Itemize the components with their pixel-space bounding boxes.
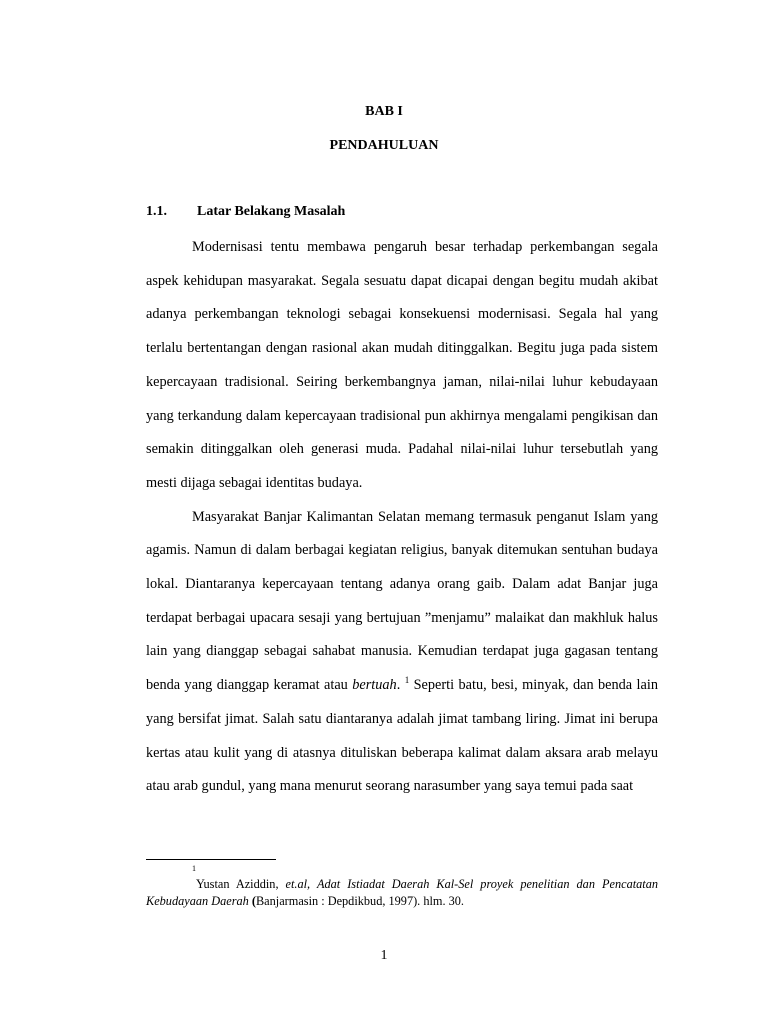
footnote-author: Yustan Aziddin, bbox=[196, 877, 286, 891]
page-number: 1 bbox=[380, 948, 388, 963]
paragraph-1: Modernisasi tentu membawa pengaruh besar terhadap perkembangan segala aspek kehidupan masyarakat. Segala sesuatu dapat dicapai dengan begitu mudah akibat adanya perkembangan teknologi sebagai konsekuensi modernisasi. Segala hal yang terlalu bertentangan dengan rasional akan mudah ditinggalkan. Begitu juga pada sistem kepercayaan tradisional. Seiring berkembangnya jaman, nilai-nilai luhur kebudayaan yang terkandung dalam kepercayaan tradisional pun akhirnya mengalami pengikisan dan semakin ditinggalkan oleh generasi muda. Padahal nilai-nilai luhur tersebutlah yang mesti dijaga sebagai identitas budaya. bbox=[146, 239, 658, 491]
italic-term: bertuah bbox=[352, 677, 397, 694]
footnote-title: Adat Istiadat Daerah Kal-Sel proyek penelitian dan Pencatatan Kebudayaan Daerah bbox=[146, 877, 659, 908]
paragraph-2-text-b: Seperti batu, besi, minyak, dan benda lain yang bersifat jimat. Salah satu diantaranya adalah jimat tambang liring. Jimat ini berupa kertas atau kulit yang di atasnya dituliskan beberapa kalimat dalam aksara arab melayu atau arab gundul, yang mana menurut seorang narasumber yang saya temui pada saat bbox=[146, 677, 658, 795]
chapter-title: PENDAHULUAN bbox=[329, 138, 439, 153]
paragraph-2-period: . bbox=[396, 677, 401, 694]
paragraph-2-text-a: Masyarakat Banjar Kalimantan Selatan memang termasuk penganut Islam yang agamis. Namun di dalam berbagai kegiatan religius, banyak ditemukan sentuhan budaya lokal. Diantaranya kepercayaan tentang adanya orang gaib. Dalam adat Banjar juga terdapat berbagai upacara sesaji yang bertujuan ”menjamu” malaikat dan makhluk halus lain yang dianggap sebagai sahabat manusia. Kemudian terdapat juga gagasan tentang benda yang dianggap keramat atau bbox=[146, 508, 658, 694]
footnote bbox=[146, 862, 658, 910]
section-number: 1.1. bbox=[146, 204, 167, 219]
section-title: Latar Belakang Masalah bbox=[197, 204, 346, 219]
footnote-publisher: Banjarmasin : Depdikbud, 1997). hlm. 30. bbox=[255, 894, 464, 908]
footnote-etal: et.al, bbox=[285, 877, 311, 891]
chapter-label: BAB I bbox=[365, 104, 403, 119]
footnote-paren: ( bbox=[248, 894, 256, 908]
footnote-number: 1 bbox=[192, 864, 196, 873]
section-heading bbox=[146, 204, 345, 220]
footnote-divider bbox=[146, 859, 276, 860]
body-text bbox=[146, 231, 658, 804]
footnote-reference[interactable]: 1 bbox=[404, 675, 410, 686]
footnote-text bbox=[146, 876, 658, 910]
paragraph-2 bbox=[146, 501, 658, 804]
